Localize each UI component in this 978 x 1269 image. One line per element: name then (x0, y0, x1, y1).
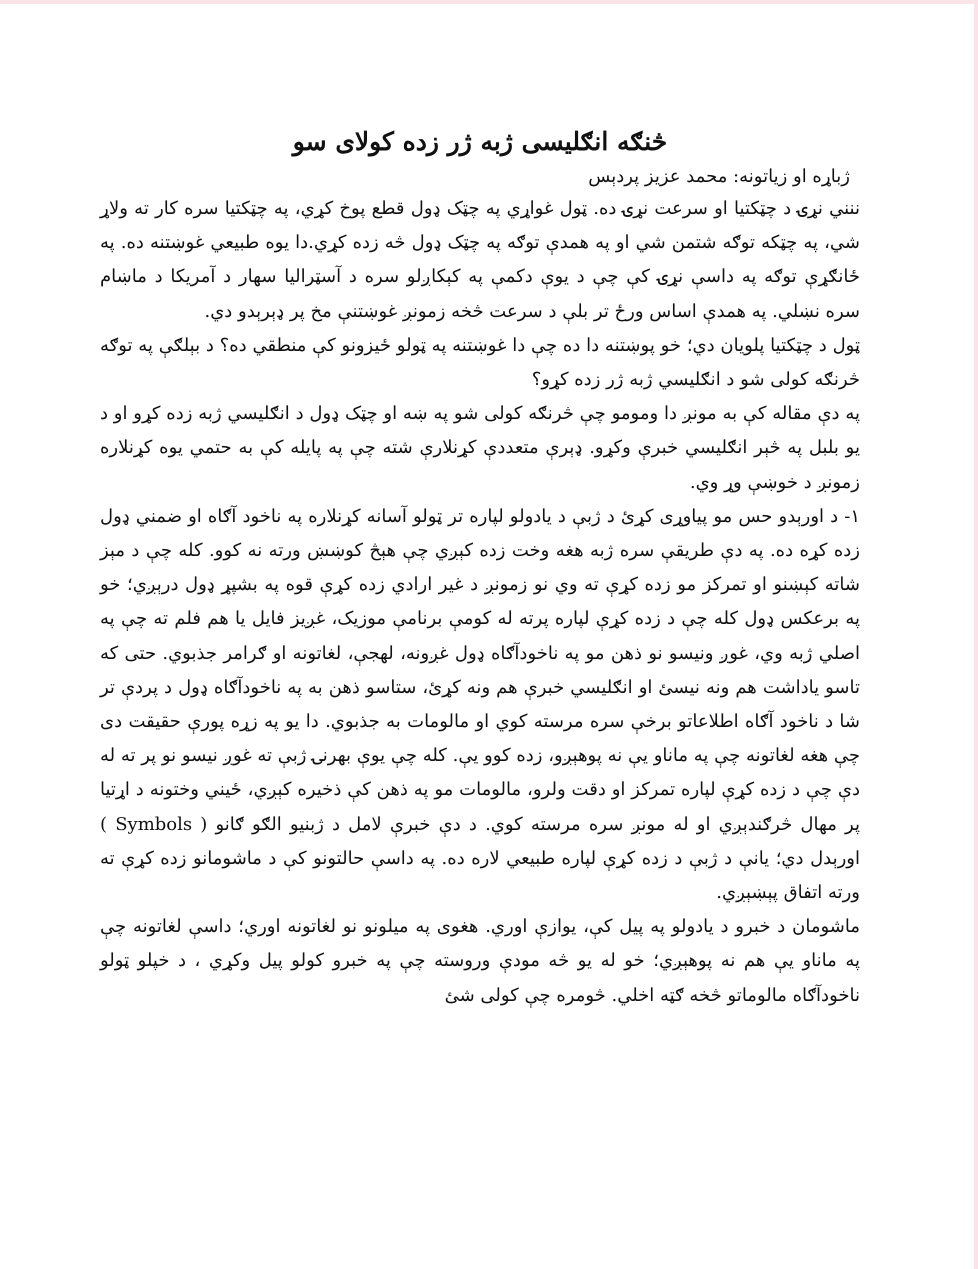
document-page (100, 122, 860, 1013)
document-byline: ژباړه او زیاتونه: محمد عزیز پردېس (588, 166, 850, 187)
page-edge-right (974, 0, 978, 1269)
paragraph-children: ماشومان د خبرو د یادولو په پیل کې، یوازې اوري. هغوی په میلونو نو لغاتونه اوري؛ داسې لغاتونه چې په ماناو یې هم نه پوهېږي؛ خو له یو څه مودې وروسته چې په خبرو کولو پیل وکړي ، د خپلو ټولو ناخودآګاه مالوماتو څخه ګټه اخلي. څومره چې کولی شئ (100, 916, 860, 1006)
paragraph-listening: ۱- د اورېدو حس مو پیاوړی کړئ د ژبې د یادولو لپاره تر ټولو آسانه کړنلاره په ناخود آګاه او ضمني ډول زده کړه ده. په دې طریقې سره ژبه هغه وخت زده کېږي چې هېڅ کوښښ ورته نه کوو. کله چې د مېز شاته کېښنو او تمرکز مو زده کړې ته وي نو زمونږ د غیر ارادي زده کړې قوه په بشپړ ډول درېږي؛ خو په برعکس ډول کله چې د زده کړې لپاره پرته له کومې برنامې موزیک، غږیز فایل یا هم فلم ته چې په اصلي ژبه وي، غوږ ونیسو نو ذهن مو په ناخودآګاه ډول غږونه، لهجې، لغاتونه او ګرامر جذبوي. حتی که تاسو یاداشت هم ونه نیسئ او انګلیسي خبرې هم ونه کړئ، ستاسو ذهن به په ناخودآګاه ډول د پردې تر شا د ناخود آګاه اطلاعاتو برخې سره مرسته کوي او مالومات به جذبوي. دا یو په زړه پورې حقیقت دی چې هغه لغاتونه چې په ماناو یې نه پوهېږو، زده کوو یې. کله چې یوې بهرنۍ ژبې ته غوږ نیسو نو پر ته له دې چې د زده کړې لپاره تمرکز او دقت ولرو، مالومات مو په ذهن کې ذخیره کېږي، ځیني وختونه د اړتیا پر مهال څرګندېږي او له مونږ سره مرسته کوي. د دې خبرې لامل د ژبنیو الګو ګانو ( Symbols ) اورېدل دي؛ یانې د ژبې د زده کړې لپاره طبیعي لاره ده. په داسې حالتونو کې د ماشومانو زده کړې ته ورته اتفاق پېښېږي. (99, 505, 860, 904)
paragraph-overview: په دې مقاله کې به مونږ دا ومومو چې څرنګه کولی شو په ښه او چټک ډول د انګلیسي ژبه زده کړو او د یو بلبل په څېر انګلیسي خبرې وکړو. ډېرې متعددې کړنلارې شته چې په پایله کې به حتمي یوه کړنلاره زمونږ د خوښې وړ وي. (100, 403, 860, 493)
paragraph-question: ټول د چټکتیا پلویان دي؛ خو پوښتنه دا ده چې دا غوښتنه په ټولو ځیزونو کې منطقي ده؟ د بېلګې په توګه څرنګه کولی شو د انګلیسي ژبه ژر زده کړو؟ (100, 334, 860, 391)
paragraph-intro: ننني نړۍ د چټکتیا او سرعت نړۍ ده. ټول غواړي په چټک ډول قطع پوخ کړي، په چټکتیا سره کار ته ولاړ شي، په چټکه توګه شتمن شي او په همدې توګه په چټک ډول څه زده کړي.دا یوه طبیعي غوښتنه ده. په ځانګړې توګه په داسې نړۍ کې چې د یوې دکمې په کېکاږلو سره د آسټرالیا سهار د آمریکا د ماښام سره نښلي. په همدې اساس ورځ تر بلې د سرعت څخه زمونږ غوښتنې مخ پر ډېرېدو دي. (100, 198, 860, 322)
document-title: څنګه انګلیسی ژبه ژر زده کولای سو (292, 127, 668, 156)
page-edge-top (0, 0, 978, 4)
